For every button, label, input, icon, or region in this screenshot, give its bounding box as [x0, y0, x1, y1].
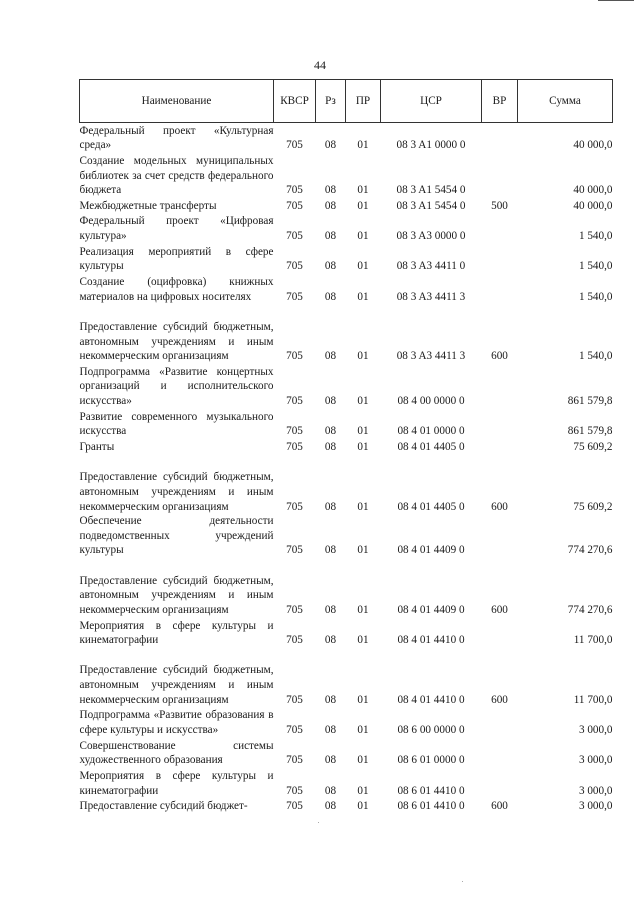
row-vr-cell	[482, 439, 518, 455]
row-rz-cell: 08	[324, 693, 337, 706]
row-vr-cell	[482, 244, 518, 274]
row-rz-cell: 08	[324, 634, 337, 647]
row-sum-cell: 3 000,0	[578, 723, 613, 736]
row-kvsr-cell: 705	[286, 500, 303, 513]
row-vr-cell: 600	[491, 693, 508, 706]
row-rz-cell: 08	[324, 199, 337, 212]
row-kvsr-cell: 705	[286, 184, 303, 197]
row-kvsr-cell: 705	[286, 425, 303, 438]
row-name-cell: Мероприятия в сфере культуры и кинематографии	[79, 619, 274, 647]
column-header-name: Наименование	[80, 80, 274, 123]
column-header-rz: Рз	[316, 80, 346, 123]
row-pr-cell: 01	[357, 500, 369, 513]
row-pr-cell: 01	[357, 139, 369, 152]
scan-speck	[318, 822, 319, 823]
row-vr-cell	[482, 409, 518, 439]
row-vr-cell: 600	[491, 800, 508, 813]
column-header-csr: ЦСР	[381, 80, 482, 123]
row-sum-cell: 1 540,0	[578, 350, 613, 363]
row-pr-cell: 01	[357, 425, 369, 438]
row-sum-cell: 1 540,0	[578, 290, 613, 303]
table-row	[80, 274, 613, 304]
row-kvsr-cell: 705	[286, 544, 303, 557]
row-csr-cell: 08 4 00 0000 0	[397, 395, 465, 408]
row-rz-cell: 08	[324, 260, 337, 273]
row-name-cell: Предоставление субсидий бюджетным, автономным учреждениям и иным некоммерческим организациям	[79, 664, 274, 706]
row-csr-cell: 08 4 01 4409 0	[397, 603, 465, 616]
page-corner-mark	[598, 0, 634, 1]
row-rz-cell: 08	[324, 441, 337, 454]
row-csr-cell: 08 4 01 4405 0	[397, 441, 465, 454]
row-vr-cell: 600	[491, 500, 508, 513]
row-sum-cell: 774 270,6	[567, 544, 613, 557]
row-kvsr-cell: 705	[286, 800, 303, 813]
row-name-cell: Предоставление субсидий бюджетным, автономным учреждениям и иным некоммерческим организациям	[79, 320, 274, 363]
row-pr-cell: 01	[357, 441, 369, 454]
row-pr-cell: 01	[357, 800, 369, 813]
row-csr-cell: 08 6 00 0000 0	[397, 723, 465, 736]
row-sum-cell: 40 000,0	[573, 199, 613, 212]
row-name-cell: Подпрограмма «Развитие образования в сфере культуры и искусства»	[79, 709, 274, 736]
row-rz-cell: 08	[324, 544, 337, 557]
table-row	[80, 617, 613, 647]
table-row	[80, 304, 613, 364]
row-sum-cell: 75 609,2	[573, 500, 613, 513]
table-row	[80, 213, 613, 243]
row-name-cell: Предоставление субсидий бюджетным, автономным учреждениям и иным некоммерческим организациям	[79, 471, 274, 513]
row-vr-cell	[482, 707, 518, 737]
row-rz-cell: 08	[324, 395, 337, 408]
scan-speck	[462, 881, 463, 882]
row-pr-cell: 01	[357, 723, 369, 736]
table-row	[80, 514, 613, 558]
row-csr-cell: 08 3 A3 4411 0	[396, 260, 466, 273]
row-pr-cell: 01	[357, 230, 369, 243]
row-sum-cell: 3 000,0	[578, 754, 613, 767]
row-kvsr-cell: 705	[286, 754, 303, 767]
row-rz-cell: 08	[324, 139, 337, 152]
row-csr-cell: 08 3 A3 4411 3	[396, 290, 466, 303]
row-pr-cell: 01	[357, 290, 369, 303]
table-row	[80, 244, 613, 274]
row-name-cell: Федеральный проект «Культурная среда»	[79, 124, 274, 152]
row-kvsr-cell: 705	[286, 139, 303, 152]
row-pr-cell: 01	[357, 784, 369, 797]
row-rz-cell: 08	[324, 500, 337, 513]
row-csr-cell: 08 4 01 4410 0	[397, 634, 465, 647]
row-pr-cell: 01	[357, 754, 369, 767]
row-vr-cell	[482, 123, 518, 153]
row-vr-cell	[482, 274, 518, 304]
row-rz-cell: 08	[324, 603, 337, 616]
row-pr-cell: 01	[357, 184, 369, 197]
table-row	[80, 123, 613, 153]
row-sum-cell: 3 000,0	[578, 784, 613, 797]
table-row	[80, 439, 613, 455]
row-name-cell: Развитие современного музыкального искусства	[79, 410, 274, 438]
table-row	[80, 768, 613, 798]
row-sum-cell: 1 540,0	[578, 260, 613, 273]
row-rz-cell: 08	[324, 784, 337, 797]
row-pr-cell: 01	[357, 693, 369, 706]
budget-table	[79, 79, 613, 814]
row-kvsr-cell: 705	[286, 260, 303, 273]
row-name-cell: Реализация мероприятий в сфере культуры	[79, 245, 274, 273]
row-name-cell: Предоставление субсидий бюджет-	[79, 800, 248, 813]
row-kvsr-cell: 705	[286, 784, 303, 797]
row-csr-cell: 08 3 A1 5454 0	[396, 199, 466, 212]
row-csr-cell: 08 6 01 4410 0	[397, 800, 465, 813]
row-name-cell: Мероприятия в сфере культуры и кинематографии	[79, 769, 274, 797]
row-rz-cell: 08	[324, 754, 337, 767]
table-row	[80, 455, 613, 515]
row-rz-cell: 08	[324, 800, 337, 813]
row-kvsr-cell: 705	[286, 603, 303, 616]
row-pr-cell: 01	[357, 603, 369, 616]
row-name-cell: Гранты	[79, 441, 115, 454]
row-sum-cell: 861 579,8	[567, 425, 613, 438]
row-name-cell: Федеральный проект «Цифровая культура»	[79, 215, 274, 243]
table-row	[80, 153, 613, 198]
table-row	[80, 798, 613, 814]
row-vr-cell: 500	[491, 199, 508, 212]
table-row	[80, 409, 613, 439]
row-rz-cell: 08	[324, 184, 337, 197]
table-row	[80, 364, 613, 409]
row-name-cell: Межбюджетные трансферты	[79, 199, 217, 212]
row-kvsr-cell: 705	[286, 290, 303, 303]
row-rz-cell: 08	[324, 290, 337, 303]
row-sum-cell: 861 579,8	[567, 395, 613, 408]
row-vr-cell	[482, 364, 518, 409]
table-row	[80, 558, 613, 618]
row-vr-cell: 600	[491, 603, 508, 616]
row-pr-cell: 01	[357, 199, 369, 212]
row-kvsr-cell: 705	[286, 230, 303, 243]
column-header-sum: Сумма	[518, 80, 613, 123]
row-name-cell: Создание модельных муниципальных библиотек за счет средств федерального бюджета	[79, 154, 274, 197]
row-name-cell: Создание (оцифровка) книжных материалов на цифровых носителях	[79, 276, 274, 303]
table-row	[80, 648, 613, 708]
page-number: 44	[314, 58, 326, 72]
row-pr-cell: 01	[357, 260, 369, 273]
row-rz-cell: 08	[324, 723, 337, 736]
row-vr-cell	[482, 738, 518, 768]
table-row	[80, 707, 613, 737]
row-pr-cell: 01	[357, 350, 369, 363]
row-kvsr-cell: 705	[286, 634, 303, 647]
row-csr-cell: 08 3 A1 5454 0	[396, 184, 466, 197]
row-rz-cell: 08	[324, 350, 337, 363]
row-csr-cell: 08 3 A1 0000 0	[396, 139, 466, 152]
row-vr-cell	[482, 617, 518, 647]
row-kvsr-cell: 705	[286, 693, 303, 706]
row-sum-cell: 40 000,0	[573, 139, 613, 152]
row-vr-cell	[482, 514, 518, 558]
row-csr-cell: 08 4 01 0000 0	[397, 425, 465, 438]
column-header-vr: ВР	[482, 80, 518, 123]
row-pr-cell: 01	[357, 544, 369, 557]
row-sum-cell: 1 540,0	[578, 230, 613, 243]
row-kvsr-cell: 705	[286, 441, 303, 454]
row-vr-cell	[482, 213, 518, 243]
row-name-cell: Обеспечение деятельности подведомственных учреждений культуры	[79, 515, 274, 557]
row-sum-cell: 75 609,2	[573, 441, 613, 454]
row-name-cell: Подпрограмма «Развитие концертных организаций и исполнительского искусства»	[79, 365, 274, 408]
table-body	[80, 123, 613, 814]
row-name-cell: Предоставление субсидий бюджетным, автономным учреждениям и иным некоммерческим организациям	[79, 574, 274, 616]
row-pr-cell: 01	[357, 395, 369, 408]
table-header-row	[80, 80, 613, 123]
row-sum-cell: 774 270,6	[567, 603, 613, 616]
row-csr-cell: 08 6 01 4410 0	[397, 784, 465, 797]
row-kvsr-cell: 705	[286, 350, 303, 363]
row-csr-cell: 08 6 01 0000 0	[397, 754, 465, 767]
row-rz-cell: 08	[324, 230, 337, 243]
column-header-pr: ПР	[346, 80, 381, 123]
row-vr-cell	[482, 768, 518, 798]
row-kvsr-cell: 705	[286, 199, 303, 212]
row-csr-cell: 08 3 A3 0000 0	[396, 230, 466, 243]
row-kvsr-cell: 705	[286, 395, 303, 408]
row-kvsr-cell: 705	[286, 723, 303, 736]
row-sum-cell: 11 700,0	[573, 634, 613, 647]
row-vr-cell	[482, 153, 518, 198]
row-pr-cell: 01	[357, 634, 369, 647]
row-vr-cell: 600	[491, 350, 508, 363]
row-sum-cell: 40 000,0	[573, 184, 613, 197]
row-name-cell: Совершенствование системы художественного образования	[79, 739, 274, 767]
column-header-kvsr: КВСР	[274, 80, 316, 123]
table-row	[80, 198, 613, 214]
row-csr-cell: 08 3 A3 4411 3	[396, 350, 466, 363]
table-row	[80, 738, 613, 768]
row-sum-cell: 3 000,0	[578, 800, 613, 813]
row-csr-cell: 08 4 01 4409 0	[397, 544, 465, 557]
row-csr-cell: 08 4 01 4410 0	[397, 693, 465, 706]
row-sum-cell: 11 700,0	[573, 693, 613, 706]
row-csr-cell: 08 4 01 4405 0	[397, 500, 465, 513]
row-rz-cell: 08	[324, 425, 337, 438]
